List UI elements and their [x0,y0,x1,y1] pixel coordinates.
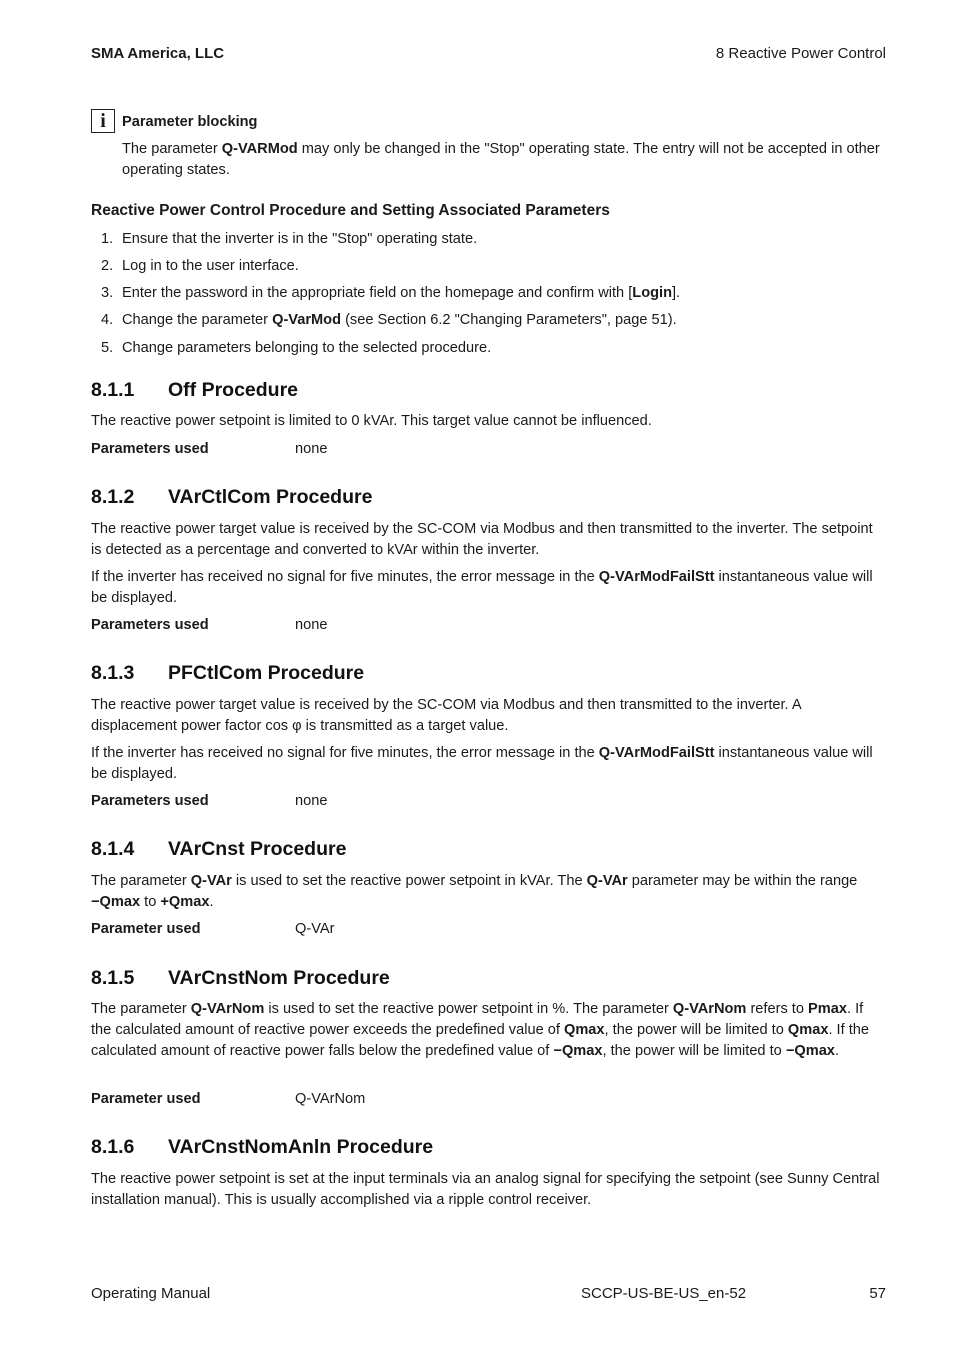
section-body: The parameter Q-VAr is used to set the reactive power setpoint in kVAr. The Q-VAr parameter may be within the range −Qmax to +Qmax. [91,873,858,910]
procedure-step: 3. Enter the password in the appropriate field on the homepage and confirm with [Login]. [101,285,681,301]
section-heading: 8.1.1 Off Procedure [91,379,299,401]
info-icon: i [91,109,115,133]
footer-doc-id: SCCP-US-BE-US_en-52 [581,1285,747,1302]
procedure-heading: Reactive Power Control Procedure and Setting Associated Parameters [91,202,610,219]
section-body: The reactive power target value is received by the SC-COM via Modbus and then transmitted to the inverter. The setpoint is detected as a percentage and converted to kVAr within the inverter. [91,521,873,558]
header-company: SMA America, LLC [91,45,225,62]
section-heading: 8.1.6 VArCnstNomAnln Procedure [91,1136,434,1158]
notice-title: Parameter blocking [122,114,258,130]
footer-title: Operating Manual [91,1285,211,1302]
param-value: Q-VAr [295,921,335,937]
page-number: 57 [869,1285,886,1302]
param-label: Parameters used [91,793,209,809]
section-body: The reactive power target value is received by the SC-COM via Modbus and then transmitted to the inverter. A displacement power factor cos φ is transmitted as a target value. [91,697,801,734]
section-heading: 8.1.3 PFCtlCom Procedure [91,662,365,684]
param-value: none [295,793,328,809]
section-heading: 8.1.4 VArCnst Procedure [91,838,347,860]
section-body: If the inverter has received no signal for five minutes, the error message in the Q-VArModFailStt instantaneous value will be displayed. [91,569,873,606]
procedure-step: 1. Ensure that the inverter is in the "Stop" operating state. [101,231,478,247]
param-label: Parameters used [91,441,209,457]
procedure-step: 4. Change the parameter Q-VarMod (see Section 6.2 "Changing Parameters", page 51). [101,312,677,328]
header-chapter: 8 Reactive Power Control [715,45,886,62]
section-heading: 8.1.5 VArCnstNom Procedure [91,967,390,989]
section-body: If the inverter has received no signal for five minutes, the error message in the Q-VArModFailStt instantaneous value will be displayed. [91,745,873,782]
section-body: The reactive power setpoint is set at the input terminals via an analog signal for specifying the setpoint (see Sunny Central installation manual). This is usually accomplished via a ripple control receiver. [91,1171,880,1208]
section-body: The reactive power setpoint is limited to 0 kVAr. This target value cannot be influenced. [91,413,652,429]
procedure-step: 5. Change parameters belonging to the selected procedure. [101,340,492,356]
section-heading: 8.1.2 VArCtlCom Procedure [91,486,373,508]
section-body: The parameter Q-VArNom is used to set the reactive power setpoint in %. The parameter Q-VArNom refers to Pmax. If the calculated amount of reactive power exceeds the predefined value of Qmax, the power will be limited to Qmax. If the calculated amount of reactive power falls below the predefined value of −Qmax, the power will be limited to −Qmax. [91,1001,869,1059]
procedure-step: 2. Log in to the user interface. [101,258,299,274]
param-value: none [295,441,328,457]
param-label: Parameter used [91,1091,201,1107]
param-label: Parameters used [91,617,209,633]
param-value: none [295,617,328,633]
notice-text: The parameter Q-VARMod may only be changed in the "Stop" operating state. The entry will not be accepted in other operating states. [122,141,880,178]
param-label: Parameter used [91,921,201,937]
param-value: Q-VArNom [295,1091,366,1107]
